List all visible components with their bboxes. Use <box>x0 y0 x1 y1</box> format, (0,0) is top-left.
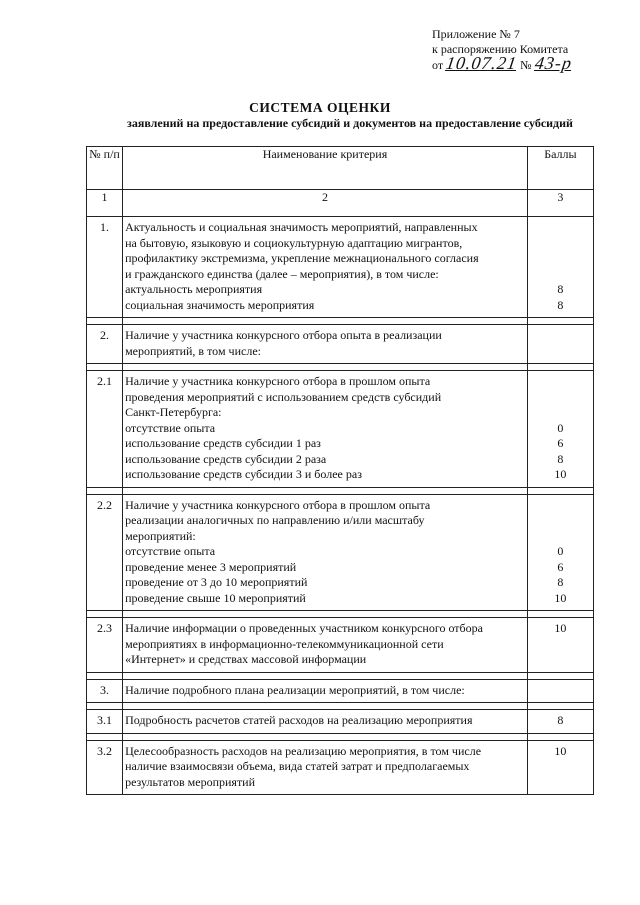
criterion-text-line: Санкт-Петербурга: <box>125 405 222 419</box>
gap-cell <box>527 703 593 710</box>
criterion-points: 10 <box>554 743 567 758</box>
criterion-text-line: Наличие у участника конкурсного отбора в прошлом опыта <box>125 374 431 388</box>
criterion-text-line: Подробность расчетов статей расходов на реализацию мероприятия <box>125 713 473 727</box>
gap-cell <box>87 487 123 494</box>
points-cell <box>527 740 593 795</box>
row-gap <box>87 733 594 740</box>
document-subtitle: заявлений на предоставление субсидий и документов на предоставление субсидий <box>127 116 573 130</box>
sub-item-points: 10 <box>554 590 567 605</box>
gap-cell <box>527 318 593 325</box>
row-gap <box>87 672 594 679</box>
criterion-cell <box>123 740 528 795</box>
gap-cell <box>123 318 528 325</box>
gap-cell <box>527 364 593 371</box>
sub-item-label: проведение свыше 10 мероприятий <box>125 590 306 605</box>
table-row <box>87 710 594 734</box>
criterion-cell <box>123 325 528 364</box>
criteria-table <box>86 146 594 795</box>
sub-item-label: проведение от 3 до 10 мероприятий <box>125 575 308 589</box>
gap-cell <box>87 672 123 679</box>
sub-item-label: проведение менее 3 мероприятий <box>125 559 297 574</box>
handwritten-number: 43-р <box>533 53 574 73</box>
table-row <box>87 217 594 318</box>
criterion-text-line: мероприятий, в том числе: <box>125 343 261 358</box>
criterion-text-line: мероприятиях в информационно-телекоммуникационной сети <box>125 636 444 651</box>
column-number: 1 <box>87 190 123 217</box>
appendix-block <box>432 27 632 73</box>
sub-item-label: социальная значимость мероприятия <box>125 297 315 312</box>
criterion-text-line: мероприятий: <box>125 528 196 543</box>
gap-cell <box>87 611 123 618</box>
criteria-rows <box>87 217 594 795</box>
gap-cell <box>87 703 123 710</box>
gap-cell <box>527 487 593 494</box>
gap-cell <box>123 611 528 618</box>
sub-item-points: 8 <box>557 575 564 589</box>
appendix-date-line <box>432 53 632 73</box>
row-number: 2.3 <box>87 618 123 673</box>
header-name: Наименование критерия <box>123 147 528 190</box>
sub-item-points: 6 <box>557 559 564 574</box>
sub-item-label: отсутствие опыта <box>125 420 216 435</box>
table-row <box>87 371 594 488</box>
points-cell <box>527 371 593 488</box>
sub-item-label: актуальность мероприятия <box>125 282 263 296</box>
row-number: 2. <box>87 325 123 364</box>
sub-item-points: 0 <box>557 544 564 558</box>
sub-item-points: 0 <box>557 420 564 435</box>
criterion-text-line: Наличие у участника конкурсного отбора в прошлом опыта <box>125 497 431 512</box>
criterion-text-line: на бытовую, языковую и социокультурную адаптацию мигрантов, <box>125 235 463 250</box>
row-gap <box>87 318 594 325</box>
sub-item-label: использование средств субсидии 2 раза <box>125 451 327 466</box>
header-no: № п/п <box>87 147 123 190</box>
table-header-row <box>87 147 594 190</box>
gap-cell <box>527 733 593 740</box>
table-row <box>87 740 594 795</box>
criterion-text-line: Наличие у участника конкурсного отбора опыта в реализации <box>125 328 442 342</box>
criterion-text-line: Актуальность и социальная значимость мероприятий, направленных <box>125 220 478 234</box>
criterion-cell <box>123 710 528 734</box>
appendix-line-2: к распоряжению Комитета <box>432 42 569 56</box>
table-row <box>87 679 594 703</box>
table-row <box>87 494 594 611</box>
points-cell <box>527 679 593 703</box>
sub-item-label: отсутствие опыта <box>125 544 216 558</box>
criterion-text-line: профилактику экстремизма, укрепление межнационального согласия <box>125 251 479 265</box>
criterion-cell <box>123 371 528 488</box>
row-number: 3.1 <box>87 710 123 734</box>
row-number: 2.1 <box>87 371 123 488</box>
criterion-text-line: реализации аналогичных по направлению и/или масштабу <box>125 513 425 527</box>
column-number: 2 <box>123 190 528 217</box>
handwritten-date: 10.07.21 <box>444 53 519 73</box>
row-number: 3. <box>87 679 123 703</box>
row-number: 3.2 <box>87 740 123 795</box>
criterion-points: 8 <box>557 713 564 727</box>
gap-cell <box>123 364 528 371</box>
gap-cell <box>87 364 123 371</box>
document-title: СИСТЕМА ОЦЕНКИ <box>249 100 391 115</box>
sub-item-points: 8 <box>557 282 564 296</box>
table-row <box>87 325 594 364</box>
date-prefix: от <box>432 58 444 72</box>
criterion-cell <box>123 618 528 673</box>
criterion-text-line: Целесообразность расходов на реализацию мероприятия, в том числе <box>125 743 482 758</box>
sub-item-points: 10 <box>554 467 567 481</box>
criterion-text-line: Наличие подробного плана реализации мероприятий, в том числе: <box>125 682 465 697</box>
table-row <box>87 618 594 673</box>
row-gap <box>87 364 594 371</box>
criterion-cell <box>123 679 528 703</box>
sub-item-points: 8 <box>557 297 564 312</box>
sub-item-points: 6 <box>557 436 564 450</box>
number-prefix: № <box>520 58 532 72</box>
row-number: 1. <box>87 217 123 318</box>
appendix-line-1: Приложение № 7 <box>432 27 520 41</box>
column-number: 3 <box>527 190 593 217</box>
row-number: 2.2 <box>87 494 123 611</box>
sub-item-label: использование средств субсидии 1 раз <box>125 436 321 450</box>
criterion-text-line: «Интернет» и средствах массовой информации <box>125 652 367 666</box>
sub-item-points: 8 <box>557 451 564 466</box>
criterion-text-line: результатов мероприятий <box>125 774 256 789</box>
criterion-text-line: наличие взаимосвязи объема, вида статей затрат и предполагаемых <box>125 759 470 773</box>
criterion-cell <box>123 494 528 611</box>
row-gap <box>87 611 594 618</box>
criterion-text-line: проведения мероприятий с использованием средств субсидий <box>125 389 442 404</box>
gap-cell <box>527 611 593 618</box>
gap-cell <box>123 733 528 740</box>
gap-cell <box>87 733 123 740</box>
row-gap <box>87 487 594 494</box>
criterion-text-line: Наличие информации о проведенных участником конкурсного отбора <box>125 621 483 635</box>
sub-item-label: использование средств субсидии 3 и более раз <box>125 467 362 481</box>
criterion-points: 10 <box>554 621 567 635</box>
gap-cell <box>123 672 528 679</box>
header-points: Баллы <box>527 147 593 190</box>
criterion-text-line: и гражданского единства (далее – мероприятия), в том числе: <box>125 266 439 281</box>
points-cell <box>527 618 593 673</box>
points-cell <box>527 217 593 318</box>
criterion-cell <box>123 217 528 318</box>
row-gap <box>87 703 594 710</box>
points-cell <box>527 325 593 364</box>
gap-cell <box>123 487 528 494</box>
gap-cell <box>87 318 123 325</box>
gap-cell <box>123 703 528 710</box>
points-cell <box>527 710 593 734</box>
points-cell <box>527 494 593 611</box>
column-number-row <box>87 190 594 217</box>
gap-cell <box>527 672 593 679</box>
